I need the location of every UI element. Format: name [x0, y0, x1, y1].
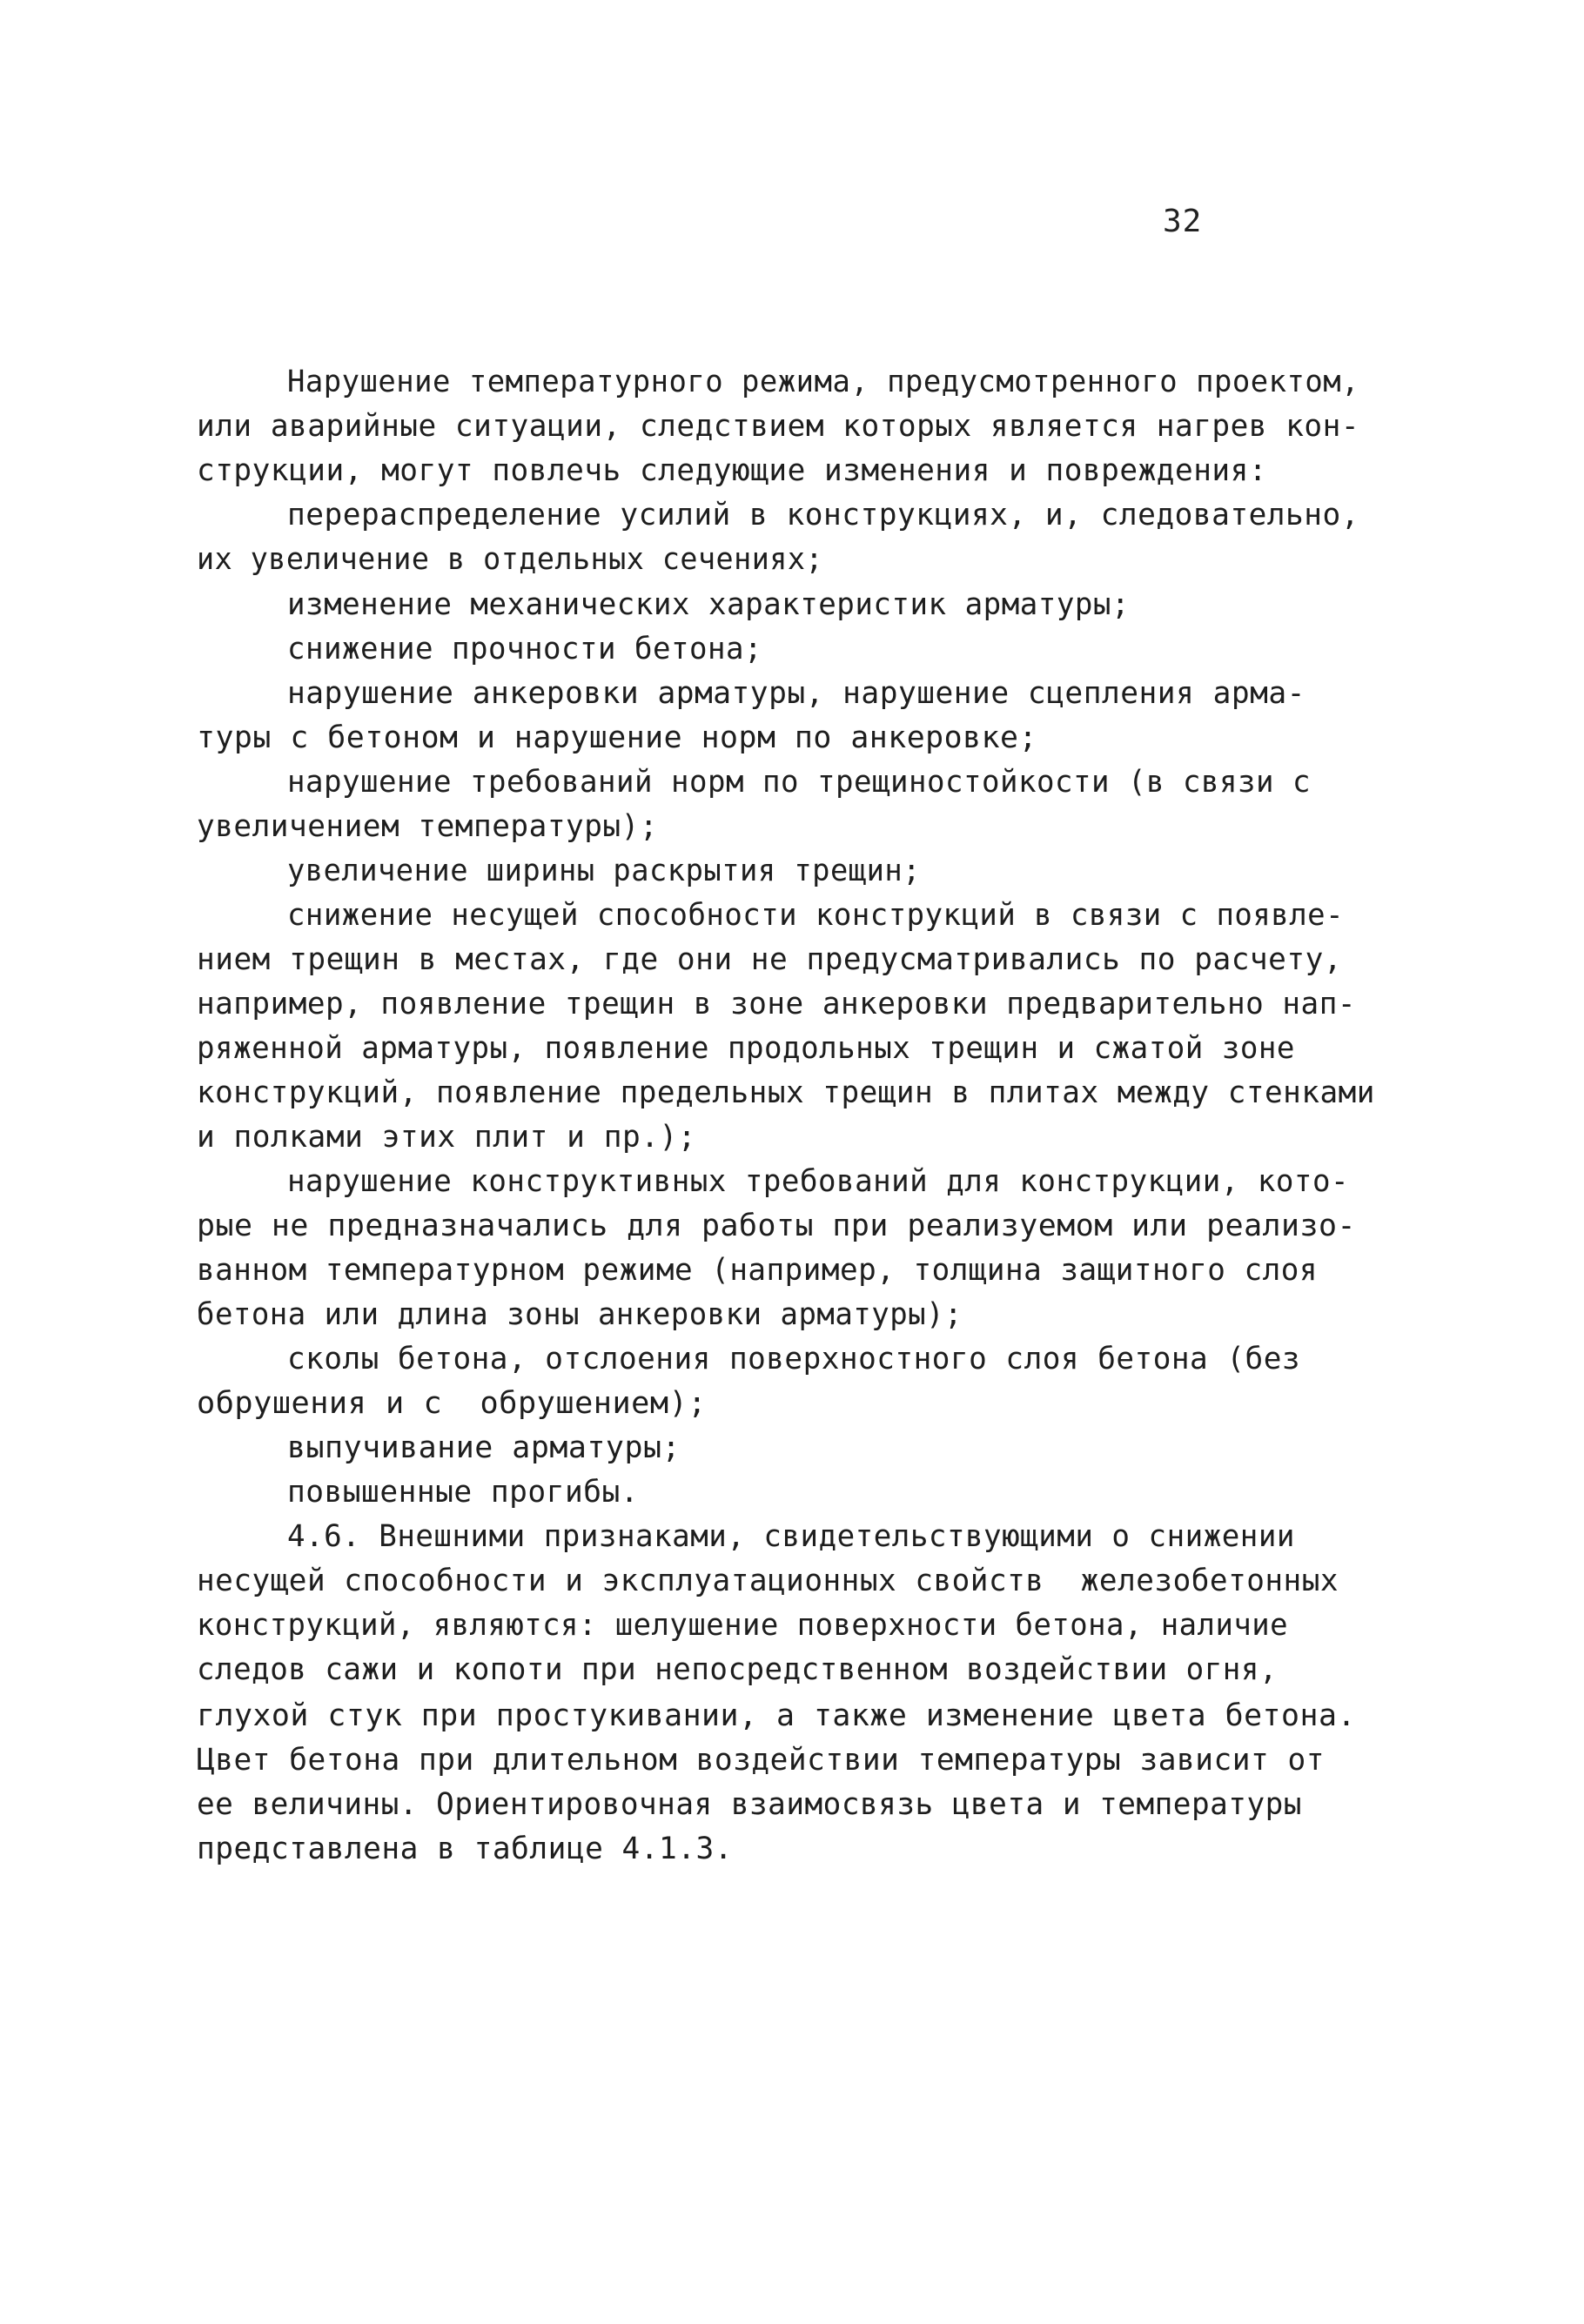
text-line: струкции, могут повлечь следующие изменения и повреждения:	[197, 453, 1268, 488]
text-line: изменение механических характеристик арматуры;	[287, 587, 1131, 622]
text-line: рые не предназначались для работы при реализуемом или реализо-	[197, 1209, 1356, 1243]
text-line: нарушение требований норм по трещиностойкости (в связи с	[287, 765, 1312, 800]
text-line: увеличением температуры);	[197, 809, 659, 844]
text-line: Нарушение температурного режима, предусмотренного проектом,	[287, 365, 1360, 399]
text-line: увеличение ширины раскрытия трещин;	[287, 854, 921, 888]
text-line: выпучивание арматуры;	[287, 1430, 681, 1465]
text-line: туры с бетоном и нарушение норм по анкеровке;	[197, 720, 1037, 755]
text-line: ее величины. Ориентировочная взаимосвязь цвета и температуры	[197, 1787, 1302, 1822]
text-line: ряженной арматуры, появление продольных трещин и сжатой зоне	[197, 1031, 1295, 1066]
text-line: обрушения и с обрушением);	[197, 1386, 708, 1421]
text-line: и полками этих плит и пр.);	[197, 1120, 697, 1155]
text-line: конструкций, появление предельных трещин в плитах между стенками	[197, 1075, 1375, 1110]
text-line: Цвет бетона при длительном воздействии температуры зависит от	[197, 1743, 1326, 1778]
text-line: нарушение анкеровки арматуры, нарушение сцепления арма-	[287, 676, 1305, 711]
text-line: перераспределение усилий в конструкциях, и, следовательно,	[287, 498, 1360, 532]
text-line: конструкций, являются: шелушение поверхности бетона, наличие	[197, 1608, 1289, 1643]
text-line: следов сажи и копоти при непосредственном воздействии огня,	[197, 1652, 1278, 1687]
text-line: представлена в таблице 4.1.3.	[197, 1832, 734, 1866]
text-line: повышенные прогибы.	[287, 1475, 640, 1510]
text-line: сколы бетона, отслоения поверхностного слоя бетона (без	[287, 1342, 1301, 1376]
text-line: снижение несущей способности конструкций в связи с появле-	[287, 898, 1345, 933]
text-line: нием трещин в местах, где они не предусматривались по расчету,	[197, 942, 1343, 977]
text-line: 4.6. Внешними признаками, свидетельствующими о снижении	[287, 1519, 1295, 1554]
text-line: глухой стук при простукивании, а также изменение цвета бетона.	[197, 1698, 1356, 1733]
page-number: 32	[1163, 204, 1203, 239]
text-line: нарушение конструктивных требований для конструкции, кото-	[287, 1164, 1350, 1199]
text-line: их увеличение в отдельных сечениях;	[197, 542, 823, 577]
text-line: ванном температурном режиме (например, толщина защитного слоя	[197, 1253, 1318, 1288]
text-line: или аварийные ситуации, следствием которых является нагрев кон-	[197, 409, 1360, 444]
text-line: снижение прочности бетона;	[287, 632, 763, 666]
text-line: например, появление трещин в зоне анкеровки предварительно нап-	[197, 987, 1356, 1021]
text-line: несущей способности и эксплуатационных свойств железобетонных	[197, 1564, 1339, 1598]
text-line: бетона или длина зоны анкеровки арматуры);	[197, 1297, 963, 1332]
